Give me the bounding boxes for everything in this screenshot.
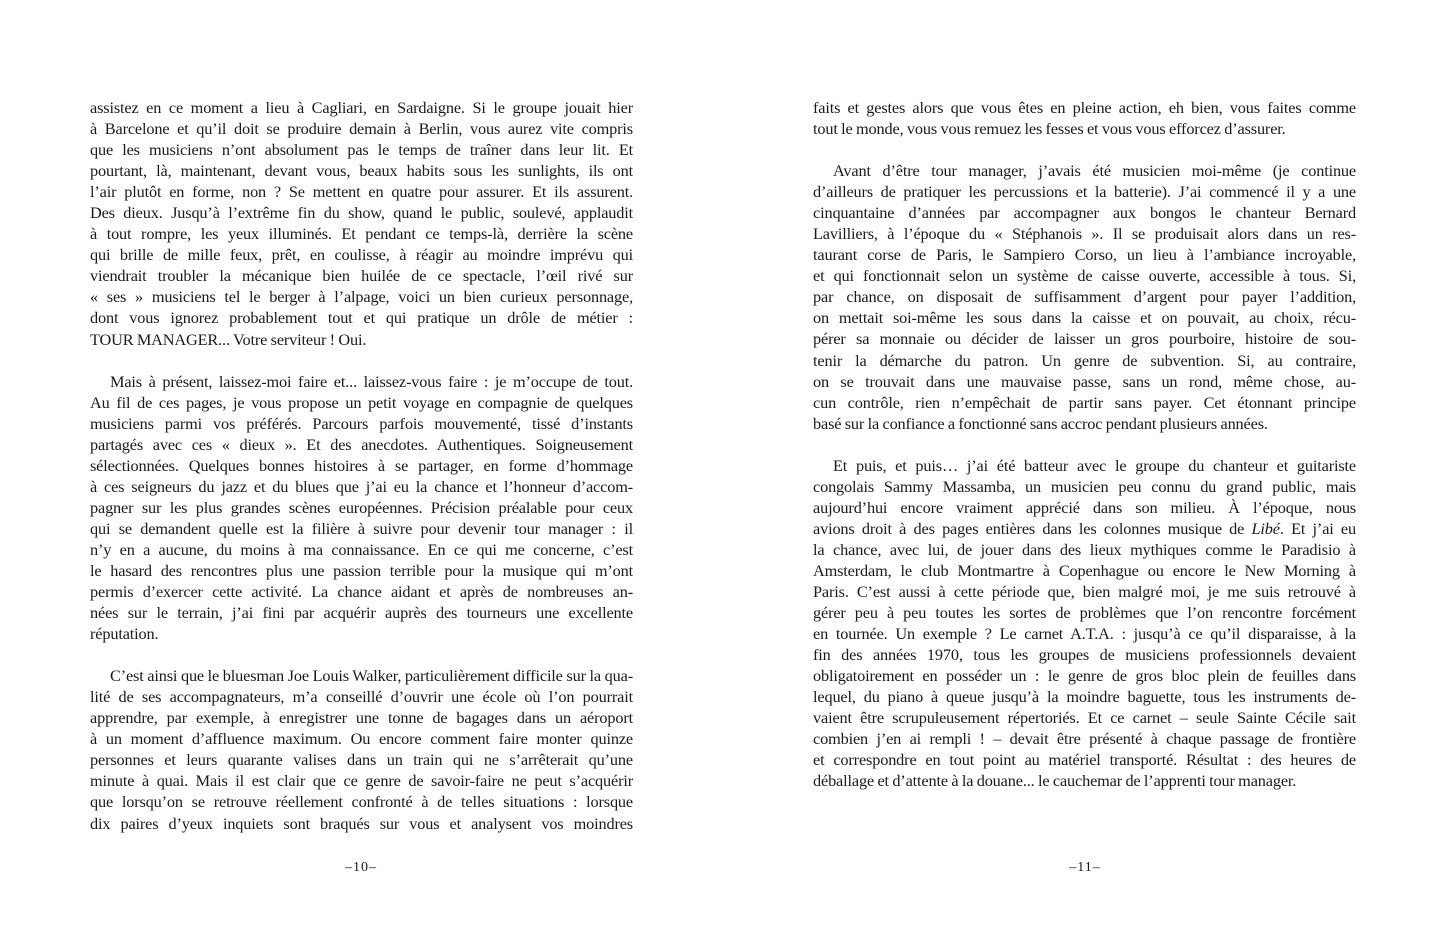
italic-text: Libé bbox=[1251, 518, 1280, 538]
text-line: Mais à présent, laissez-moi faire et... laissez-vous faire : je m’occupe de tout. bbox=[110, 371, 633, 391]
text-line: à Barcelone et qu’il doit se produire demain à Berlin, vous aurez vite compris bbox=[90, 119, 633, 139]
text-line: taurant corse de Paris, le Sampiero Corso, un lieu à l’ambiance incroyable, bbox=[813, 245, 1356, 265]
text-line: partagés avec ces « dieux ». Et des anecdotes. Authentiques. Soigneusement bbox=[90, 434, 633, 454]
text-line: congolais Sammy Massamba, un musicien peu connu du grand public, mais bbox=[813, 476, 1356, 496]
paragraph bbox=[90, 665, 633, 833]
text-line: cinquantaine d’années par accompagner aux bongos le chanteur Bernard bbox=[813, 203, 1356, 223]
paragraph bbox=[90, 97, 633, 350]
text-line: Des dieux. Jusqu’à l’extrême fin du show, quand le public, soulevé, applaudit bbox=[90, 203, 633, 223]
text-line: nées sur le terrain, j’ai fini par acquérir auprès des tourneurs une excellente bbox=[90, 603, 633, 623]
text-line: tout le monde, vous vous remuez les fesses et vous vous efforcez d’assurer. bbox=[813, 119, 1286, 139]
text-line: « ses » musiciens tel le berger à l’alpage, voici un bien curieux personnage, bbox=[90, 287, 633, 307]
text-line: qui se demandent quelle est la filière à suivre pour devenir tour manager : il bbox=[90, 518, 633, 538]
text-segment: . Et j’ai eu bbox=[1279, 518, 1356, 538]
text-segment: avions droit à des pages entières dans les colonnes musique de bbox=[813, 518, 1252, 538]
text-line: déballage et d’attente à la douane... le cauchemar de l’apprenti tour manager. bbox=[813, 771, 1297, 791]
paragraph bbox=[813, 160, 1356, 434]
paragraph bbox=[813, 97, 1356, 139]
text-line: et correspondre en tout point au matériel transporté. Résultat : des heures de bbox=[813, 750, 1356, 770]
text-line: fin des années 1970, tous les groupes de musiciens professionnels devaient bbox=[813, 645, 1356, 665]
text-line: aujourd’hui encore vraiment apprécié dans son milieu. À l’époque, nous bbox=[813, 497, 1356, 517]
text-line: qui brille de mille feux, prêt, en coulisse, à réagir au moindre imprévu qui bbox=[90, 245, 633, 265]
text-line: permis d’exercer cette activité. La chance aidant et après de nombreuses an- bbox=[90, 582, 633, 602]
text-line: à un moment d’affluence maximum. Ou encore comment faire monter quinze bbox=[90, 729, 633, 749]
text-line: Amsterdam, le club Montmartre à Copenhague ou encore le New Morning à bbox=[813, 560, 1356, 580]
text-line: cun contrôle, rien n’empêchait de partir sans payer. Cet étonnant principe bbox=[813, 392, 1356, 412]
page-number-right: –11– bbox=[1069, 860, 1101, 875]
text-line: n’y en a aucune, du moins à ma connaissance. En ce qui me concerne, c’est bbox=[90, 539, 633, 559]
text-line: Avant d’être tour manager, j’avais été musicien moi-même (je continue bbox=[833, 161, 1356, 181]
text-line: faits et gestes alors que vous êtes en pleine action, eh bien, vous faites comme bbox=[813, 98, 1356, 117]
text-line: que les musiciens n’ont absolument pas le temps de traîner dans leur lit. Et bbox=[90, 140, 633, 160]
text-line: la chance, avec lui, de jouer dans des lieux mythiques comme le Paradisio à bbox=[813, 539, 1356, 559]
text-line: musiciens parmi vos préférés. Parcours parfois mouvementé, tissé d’instants bbox=[90, 413, 633, 433]
text-line: sélectionnées. Quelques bonnes histoires à se partager, en forme d’hommage bbox=[90, 455, 633, 475]
text-line: à ces seigneurs du jazz et du blues que j’ai eu la chance et l’honneur d’accom- bbox=[90, 476, 633, 496]
left-page bbox=[90, 97, 633, 855]
text-line: pérer sa monnaie ou décider de laisser un gros pourboire, histoire de sou- bbox=[813, 329, 1356, 349]
text-line: Au fil de ces pages, je vous propose un petit voyage en compagnie de quelques bbox=[90, 392, 633, 412]
text-line: tenir la démarche du patron. Un genre de subvention. Si, au contraire, bbox=[813, 350, 1356, 370]
text-line: lité de ses accompagnateurs, m’a conseillé d’ouvrir une école où l’on pourrait bbox=[90, 687, 633, 707]
text-line: que lorsqu’on se retrouve réellement confronté à de telles situations : lorsque bbox=[90, 792, 633, 812]
text-line: C’est ainsi que le bluesman Joe Louis Walker, particulièrement difficile sur la qua- bbox=[110, 666, 633, 686]
text-line: lequel, du piano à queue jusqu’à la moindre baguette, tous les instruments de- bbox=[813, 687, 1356, 707]
text-line: on mettait soi-même les sous dans la caisse et on pouvait, au choix, récu- bbox=[813, 308, 1356, 328]
text-line: on se trouvait dans une mauvaise passe, sans un rond, même chose, au- bbox=[813, 371, 1356, 391]
text-line: à tout rompre, les yeux illuminés. Et pendant ce temps-là, derrière la scène bbox=[90, 224, 633, 244]
text-line: le hasard des rencontres plus une passion terrible pour la musique qui m’ont bbox=[90, 560, 633, 580]
text-line: pagner sur les plus grandes scènes européennes. Précision préalable pour ceux bbox=[90, 497, 633, 517]
text-line: dont vous ignorez probablement tout et qui pratique un drôle de métier : bbox=[90, 308, 633, 328]
text-line: d’ailleurs de pratiquer les percussions et la batterie). J’ai commencé il y a une bbox=[813, 182, 1356, 202]
text-line: réputation. bbox=[90, 624, 159, 644]
text-line: combien j’en ai rempli ! – devait être présenté à chaque passage de frontière bbox=[813, 729, 1356, 749]
text-line: Paris. C’est aussi à cette période que, bien malgré moi, je me suis retrouvé à bbox=[813, 581, 1356, 601]
right-page bbox=[813, 97, 1356, 812]
paragraph bbox=[90, 371, 633, 645]
text-line: pourtant, là, maintenant, devant vous, beaux habits sous les sunlights, ils ont bbox=[90, 161, 633, 181]
text-line: minute à quai. Mais il est clair que ce genre de savoir-faire ne peut s’acquérir bbox=[90, 771, 633, 791]
text-line: et qui fonctionnait selon un système de caisse ouverte, accessible à tous. Si, bbox=[813, 266, 1356, 286]
text-line: TOUR MANAGER... Votre serviteur ! Oui. bbox=[90, 329, 367, 349]
text-line: personnes et leurs quarante valises dans un train qui ne s’arrêterait qu’une bbox=[90, 750, 633, 770]
text-line: basé sur la confiance a fonctionné sans accroc pendant plusieurs années. bbox=[813, 413, 1268, 433]
text-line: assistez en ce moment a lieu à Cagliari, en Sardaigne. Si le groupe jouait hier bbox=[90, 98, 633, 117]
text-line: obligatoirement en posséder un : le genre de gros bloc plein de feuilles dans bbox=[813, 666, 1356, 686]
paragraph bbox=[813, 455, 1356, 792]
text-line: dix paires d’yeux inquiets sont braqués sur vous et analysent vos moindres bbox=[90, 813, 633, 833]
text-line: par chance, on disposait de suffisamment d’argent pour payer l’addition, bbox=[813, 287, 1356, 307]
text-line: vaient être scrupuleusement répertoriés. Et ce carnet – seule Sainte Cécile sait bbox=[813, 708, 1356, 728]
page-number-left: –10– bbox=[345, 860, 377, 875]
text-line: l’air plutôt en forme, non ? Se mettent en quatre pour assurer. Et ils assurent. bbox=[90, 182, 633, 202]
text-line: en tournée. Un exemple ? Le carnet A.T.A. : jusqu’à ce qu’il disparaisse, à la bbox=[813, 624, 1356, 644]
text-line: gérer peu à peu toutes les sortes de problèmes que l’on rencontre forcément bbox=[813, 603, 1356, 623]
text-line: viendrait troubler la mécanique bien huilée de ce spectacle, l’œil rivé sur bbox=[90, 266, 633, 286]
text-line: Lavilliers, à l’époque du « Stéphanois ». Il se produisait alors dans un res- bbox=[813, 224, 1356, 244]
text-line: apprendre, par exemple, à enregistrer une tonne de bagages dans un aéroport bbox=[90, 708, 633, 728]
text-line: Et puis, et puis… j’ai été batteur avec le groupe du chanteur et guitariste bbox=[833, 455, 1356, 475]
text-line bbox=[813, 518, 1356, 539]
